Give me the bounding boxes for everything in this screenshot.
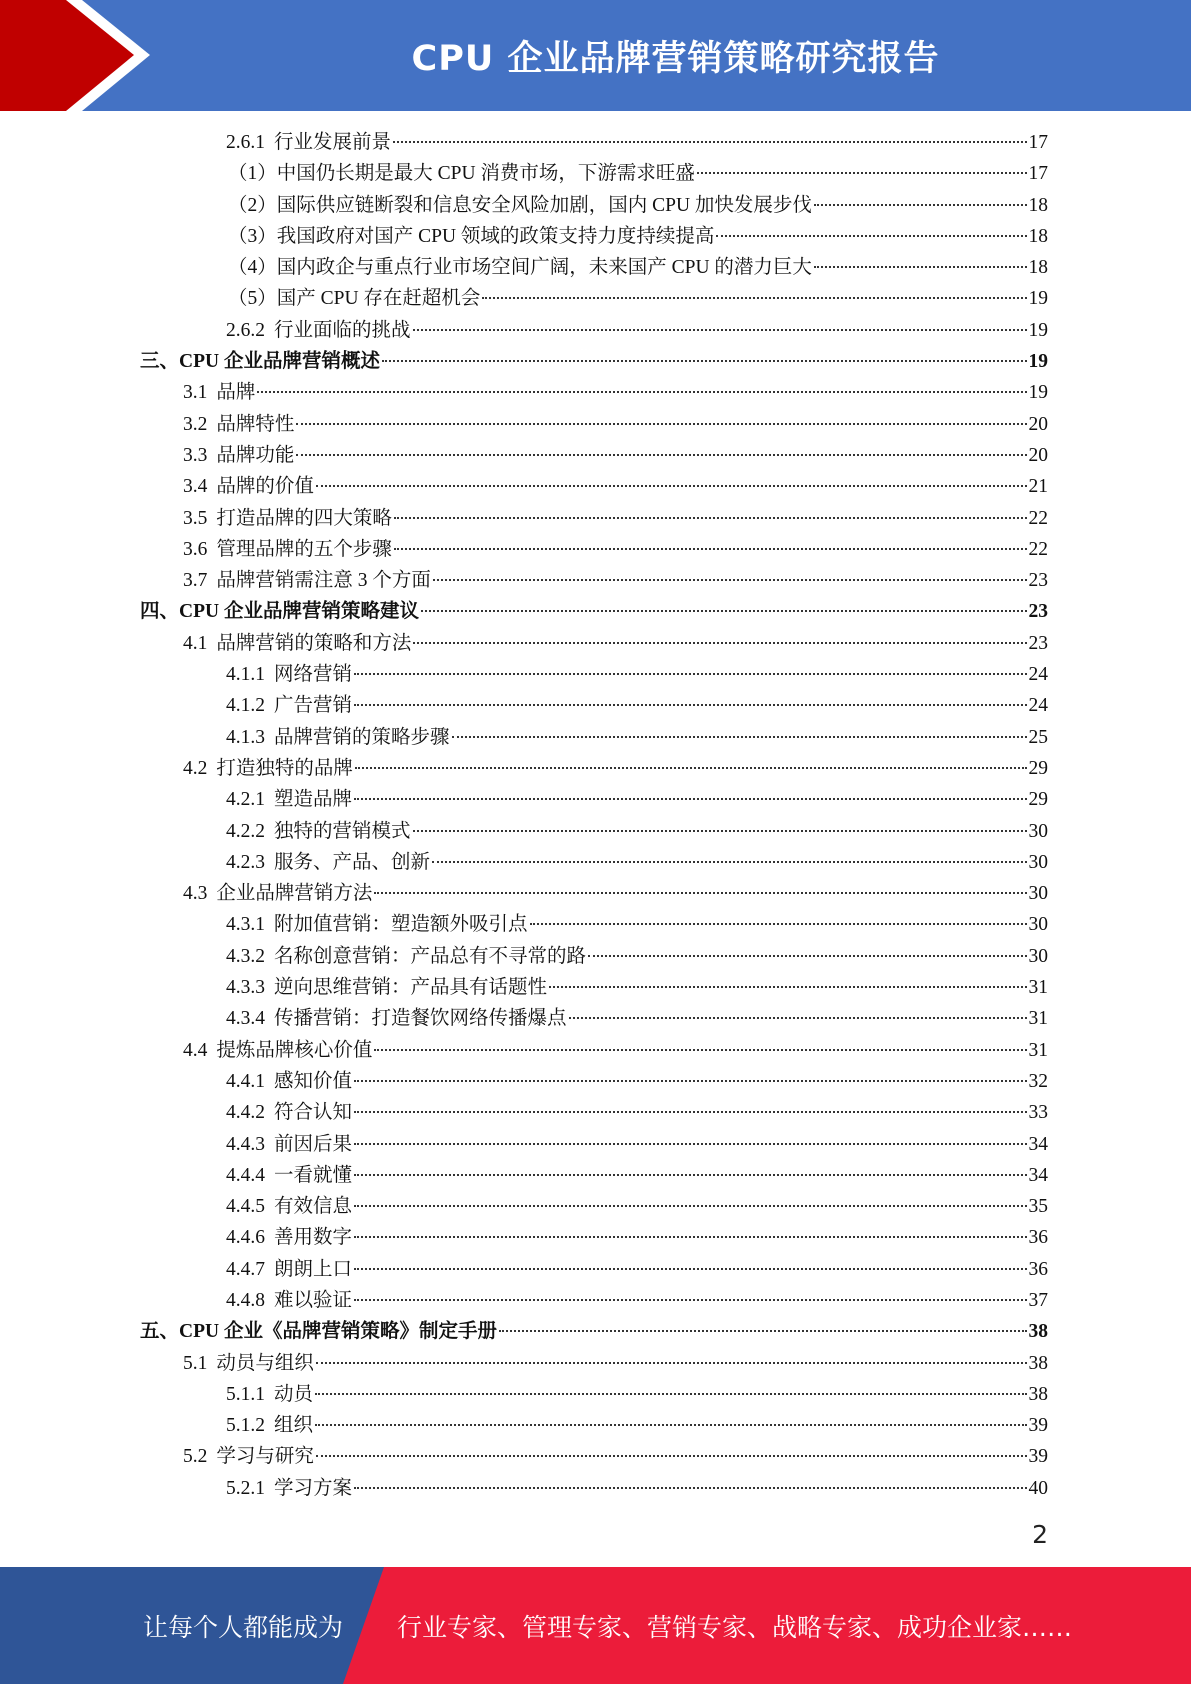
toc-entry[interactable] — [140, 127, 1048, 158]
toc-entry-number: 4.3.2 — [226, 945, 265, 967]
toc-entry-number: 5.1.1 — [226, 1383, 265, 1405]
toc-dot-leader — [315, 1424, 1026, 1426]
toc-entry-title: 逆向思维营销：产品具有话题性 — [274, 977, 548, 999]
toc-dot-leader — [354, 1205, 1026, 1207]
toc-entry-page: 39 — [1028, 1415, 1048, 1437]
toc-dot-leader — [354, 1236, 1026, 1238]
toc-entry-title: 难以验证 — [274, 1289, 353, 1311]
toc-entry[interactable] — [140, 1035, 1048, 1066]
toc-entry-page: 18 — [1028, 257, 1048, 279]
toc-entry-title: 独特的营销模式 — [274, 820, 411, 842]
toc-entry-number: 5.1 — [183, 1352, 208, 1374]
toc-entry[interactable] — [140, 534, 1048, 565]
toc-entry[interactable] — [140, 972, 1048, 1003]
toc-entry-number: 4.4.2 — [226, 1102, 265, 1124]
toc-entry-page: 30 — [1028, 820, 1048, 842]
toc-entry-page: 31 — [1028, 1039, 1048, 1061]
toc-entry-number: 3.5 — [183, 507, 208, 529]
toc-entry[interactable] — [140, 909, 1048, 940]
toc-entry-number: 2.6.2 — [226, 319, 265, 341]
toc-entry-title: （5）国产 CPU 存在赶超机会 — [228, 288, 481, 310]
toc-entry[interactable] — [140, 753, 1048, 784]
toc-dot-leader — [355, 767, 1027, 769]
toc-entry-number: 3.6 — [183, 538, 208, 560]
header-arrow-decoration — [0, 0, 160, 111]
toc-entry-page: 30 — [1028, 914, 1048, 936]
toc-entry-number: 4.4.7 — [226, 1258, 265, 1280]
toc-entry[interactable] — [140, 221, 1048, 252]
toc-entry-title: 管理品牌的五个步骤 — [216, 538, 392, 560]
toc-entry-page: 34 — [1028, 1164, 1048, 1186]
toc-entry-page: 22 — [1028, 507, 1048, 529]
toc-entry-number: 4.2.1 — [226, 789, 265, 811]
toc-entry-number: 3.7 — [183, 570, 208, 592]
toc-entry[interactable] — [140, 409, 1048, 440]
toc-entry-number: 4.4.1 — [226, 1070, 265, 1092]
toc-entry-page: 25 — [1028, 726, 1048, 748]
toc-entry-page: 20 — [1028, 444, 1048, 466]
toc-entry-page: 36 — [1028, 1258, 1048, 1280]
toc-dot-leader — [413, 830, 1027, 832]
toc-entry-title: 符合认知 — [274, 1102, 353, 1124]
toc-entry-title: 学习方案 — [274, 1477, 353, 1499]
toc-dot-leader — [549, 986, 1026, 988]
toc-entry[interactable] — [140, 503, 1048, 534]
toc-dot-leader — [354, 704, 1026, 706]
toc-entry-title: 行业发展前景 — [274, 132, 392, 153]
toc-entry-title: 传播营销：打造餐饮网络传播爆点 — [274, 1008, 567, 1030]
toc-entry-page: 30 — [1028, 851, 1048, 873]
toc-entry-page: 38 — [1028, 1352, 1048, 1374]
toc-dot-leader — [530, 923, 1027, 925]
toc-entry-page: 23 — [1028, 632, 1048, 654]
toc-dot-leader — [354, 1143, 1026, 1145]
toc-entry-number: 4.4.8 — [226, 1289, 265, 1311]
toc-entry-title: 品牌营销的策略步骤 — [274, 726, 450, 748]
toc-entry-title: （4）国内政企与重点行业市场空间广阔，未来国产 CPU 的潜力巨大 — [228, 257, 812, 279]
toc-entry-number: 4.1.2 — [226, 695, 265, 717]
toc-entry-number: 4.1.3 — [226, 726, 265, 748]
toc-dot-leader — [697, 172, 1027, 174]
toc-entry[interactable] — [140, 784, 1048, 815]
toc-entry[interactable] — [140, 471, 1048, 502]
toc-entry-page: 24 — [1028, 695, 1048, 717]
toc-dot-leader — [354, 1268, 1026, 1270]
toc-entry-title: 品牌 — [216, 382, 256, 404]
toc-entry-page: 38 — [1028, 1383, 1048, 1405]
toc-entry-title: 提炼品牌核心价值 — [216, 1039, 373, 1061]
toc-entry-page: 17 — [1028, 163, 1048, 185]
toc-dot-leader — [354, 1111, 1026, 1113]
toc-entry-number: 5.2.1 — [226, 1477, 265, 1499]
page-number: 2 — [1032, 1520, 1048, 1549]
toc-dot-leader — [354, 1174, 1026, 1176]
toc-entry-page: 30 — [1028, 883, 1048, 905]
toc-entry-title: 服务、产品、创新 — [274, 851, 431, 873]
toc-entry[interactable] — [140, 283, 1048, 314]
toc-entry-page: 23 — [1028, 601, 1048, 623]
toc-entry[interactable] — [140, 628, 1048, 659]
toc-entry[interactable] — [140, 722, 1048, 753]
footer-slogan-left: 让每个人都能成为 — [143, 1612, 344, 1642]
toc-entry-title: 打造品牌的四大策略 — [216, 507, 392, 529]
toc-entry-page: 17 — [1028, 132, 1048, 153]
toc-entry-page: 35 — [1028, 1196, 1048, 1218]
toc-dot-leader — [394, 548, 1027, 550]
toc-dot-leader — [814, 266, 1027, 268]
toc-dot-leader — [316, 485, 1027, 487]
toc-entry[interactable] — [140, 878, 1048, 909]
toc-entry[interactable] — [140, 377, 1048, 408]
toc-dot-leader — [354, 673, 1026, 675]
toc-entry[interactable] — [140, 847, 1048, 878]
toc-entry-title: 广告营销 — [274, 695, 353, 717]
toc-entry-page: 21 — [1028, 476, 1048, 498]
toc-entry-page: 19 — [1028, 288, 1048, 310]
toc-entry-number: 4.2.2 — [226, 820, 265, 842]
toc-entry-number: 4.3.4 — [226, 1008, 265, 1030]
toc-entry[interactable] — [140, 346, 1048, 377]
toc-entry[interactable] — [140, 1348, 1048, 1379]
toc-entry-page: 29 — [1028, 757, 1048, 779]
toc-entry-page: 38 — [1028, 1321, 1048, 1343]
toc-entry-title: 四、CPU 企业品牌营销策略建议 — [140, 601, 419, 623]
toc-entry-title: 名称创意营销：产品总有不寻常的路 — [274, 945, 587, 967]
toc-entry-number: 4.4 — [183, 1039, 208, 1061]
toc-entry-page: 31 — [1028, 977, 1048, 999]
toc-entry-title: 五、CPU 企业《品牌营销策略》制定手册 — [140, 1321, 497, 1343]
toc-entry[interactable] — [140, 1254, 1048, 1285]
toc-entry[interactable] — [140, 1410, 1048, 1441]
toc-entry[interactable] — [140, 252, 1048, 283]
toc-entry-page: 33 — [1028, 1102, 1048, 1124]
toc-entry-number: 4.2 — [183, 757, 208, 779]
toc-entry-number: 3.1 — [183, 382, 208, 404]
toc-dot-leader — [374, 1049, 1026, 1051]
toc-entry-number: 4.1 — [183, 632, 208, 654]
toc-entry-title: 感知价值 — [274, 1070, 353, 1092]
toc-entry-page: 18 — [1028, 225, 1048, 247]
toc-entry[interactable] — [140, 565, 1048, 596]
toc-entry-number: 4.4.3 — [226, 1133, 265, 1155]
toc-dot-leader — [482, 297, 1026, 299]
toc-entry-page: 32 — [1028, 1070, 1048, 1092]
toc-entry[interactable] — [140, 1003, 1048, 1034]
toc-entry[interactable] — [140, 659, 1048, 690]
toc-entry-page: 22 — [1028, 538, 1048, 560]
toc-entry-title: 网络营销 — [274, 664, 353, 686]
toc-entry-page: 18 — [1028, 194, 1048, 216]
toc-entry-page: 29 — [1028, 789, 1048, 811]
toc-dot-leader — [354, 1299, 1026, 1301]
footer-slogan-right: 行业专家、管理专家、营销专家、战略专家、成功企业家…… — [397, 1612, 1073, 1642]
toc-entry-title: 品牌特性 — [216, 413, 295, 435]
toc-dot-leader — [316, 1455, 1027, 1457]
toc-dot-leader — [394, 517, 1027, 519]
toc-entry-page: 40 — [1028, 1477, 1048, 1499]
toc-entry-title: 一看就懂 — [274, 1164, 353, 1186]
toc-entry[interactable] — [140, 1441, 1048, 1472]
toc-dot-leader — [413, 642, 1026, 644]
toc-entry-number: 4.2.3 — [226, 851, 265, 873]
toc-entry-title: 组织 — [274, 1415, 314, 1437]
toc-dot-leader — [296, 423, 1026, 425]
toc-entry[interactable] — [140, 816, 1048, 847]
toc-dot-leader — [499, 1330, 1027, 1332]
toc-entry-number: 4.4.5 — [226, 1196, 265, 1218]
toc-entry-title: 前因后果 — [274, 1133, 353, 1155]
toc-entry-number: 3.3 — [183, 444, 208, 466]
toc-entry-title: 附加值营销：塑造额外吸引点 — [274, 914, 528, 936]
toc-entry[interactable] — [140, 1473, 1048, 1504]
toc-entry-title: 动员 — [274, 1383, 314, 1405]
toc-entry-title: 善用数字 — [274, 1227, 353, 1249]
toc-dot-leader — [432, 861, 1026, 863]
toc-entry[interactable] — [140, 690, 1048, 721]
toc-entry-page: 19 — [1028, 319, 1048, 341]
toc-entry[interactable] — [140, 1191, 1048, 1222]
toc-entry[interactable] — [140, 190, 1048, 221]
toc-entry-number: 4.3.1 — [226, 914, 265, 936]
toc-dot-leader — [413, 329, 1027, 331]
toc-dot-leader — [382, 360, 1027, 362]
toc-dot-leader — [296, 454, 1026, 456]
toc-entry[interactable] — [140, 941, 1048, 972]
page-title: CPU 企业品牌营销策略研究报告 — [411, 38, 940, 79]
toc-entry-number: 5.1.2 — [226, 1415, 265, 1437]
toc-entry[interactable] — [140, 1222, 1048, 1253]
toc-entry-title: 品牌功能 — [216, 444, 295, 466]
page-header — [0, 0, 1191, 111]
toc-entry-page: 30 — [1028, 945, 1048, 967]
toc-entry-title: 品牌营销需注意 3 个方面 — [216, 570, 431, 592]
toc-entry[interactable] — [140, 158, 1048, 189]
toc-entry-number: 4.3.3 — [226, 977, 265, 999]
toc-dot-leader — [814, 204, 1027, 206]
toc-entry[interactable] — [140, 1129, 1048, 1160]
toc-entry-title: 品牌营销的策略和方法 — [216, 632, 412, 654]
toc-entry-title: （2）国际供应链断裂和信息安全风险加剧，国内 CPU 加快发展步伐 — [228, 194, 812, 216]
toc-dot-leader — [374, 892, 1026, 894]
toc-entry-page: 20 — [1028, 413, 1048, 435]
toc-entry-title: 行业面临的挑战 — [274, 319, 411, 341]
toc-entry[interactable] — [140, 1285, 1048, 1316]
toc-dot-leader — [315, 1393, 1026, 1395]
toc-entry-number: 4.4.6 — [226, 1227, 265, 1249]
toc-entry-number: 4.4.4 — [226, 1164, 265, 1186]
toc-entry-number: 4.1.1 — [226, 664, 265, 686]
toc-entry-page: 36 — [1028, 1227, 1048, 1249]
toc-entry[interactable] — [140, 315, 1048, 346]
toc-entry[interactable] — [140, 1316, 1048, 1347]
toc-dot-leader — [433, 579, 1027, 581]
toc-entry[interactable] — [140, 1160, 1048, 1191]
toc-entry-title: 品牌的价值 — [216, 476, 314, 498]
toc-dot-leader — [588, 955, 1026, 957]
toc-entry-page: 34 — [1028, 1133, 1048, 1155]
toc-dot-leader — [316, 1362, 1027, 1364]
toc-dot-leader — [452, 736, 1027, 738]
page-footer — [0, 1567, 1191, 1684]
toc-entry-title: （3）我国政府对国产 CPU 领域的政策支持力度持续提高 — [228, 225, 715, 247]
toc-entry[interactable] — [140, 1097, 1048, 1128]
toc-entry[interactable] — [140, 1066, 1048, 1097]
toc-entry-number: 4.3 — [183, 883, 208, 905]
toc-entry-title: 朗朗上口 — [274, 1258, 353, 1280]
toc-entry-title: 学习与研究 — [216, 1446, 314, 1468]
toc-dot-leader — [257, 391, 1026, 393]
toc-entry[interactable] — [140, 440, 1048, 471]
toc-entry-title: 动员与组织 — [216, 1352, 314, 1374]
toc-entry-number: 2.6.1 — [226, 132, 265, 153]
toc-entry-page: 23 — [1028, 570, 1048, 592]
toc-entry-page: 39 — [1028, 1446, 1048, 1468]
toc-dot-leader — [354, 798, 1026, 800]
toc-dot-leader — [354, 1487, 1026, 1489]
toc-entry-page: 31 — [1028, 1008, 1048, 1030]
toc-entry-title: 塑造品牌 — [274, 789, 353, 811]
toc-entry[interactable] — [140, 1379, 1048, 1410]
toc-entry-number: 5.2 — [183, 1446, 208, 1468]
toc-dot-leader — [716, 235, 1026, 237]
toc-entry-page: 24 — [1028, 664, 1048, 686]
toc-dot-leader — [569, 1017, 1027, 1019]
toc-dot-leader — [354, 1080, 1026, 1082]
toc-entry-number: 3.2 — [183, 413, 208, 435]
toc-entry-page: 19 — [1028, 351, 1048, 373]
table-of-contents — [140, 127, 1048, 1504]
toc-entry-title: 打造独特的品牌 — [216, 757, 353, 779]
toc-entry[interactable] — [140, 596, 1048, 627]
toc-dot-leader — [393, 141, 1026, 143]
toc-entry-title: 三、CPU 企业品牌营销概述 — [140, 351, 380, 373]
toc-entry-title: 有效信息 — [274, 1196, 353, 1218]
toc-entry-title: 企业品牌营销方法 — [216, 883, 373, 905]
toc-entry-number: 3.4 — [183, 476, 208, 498]
toc-entry-page: 37 — [1028, 1289, 1048, 1311]
toc-entry-title: （1）中国仍长期是最大 CPU 消费市场，下游需求旺盛 — [228, 163, 695, 185]
toc-entry-page: 19 — [1028, 382, 1048, 404]
toc-dot-leader — [421, 610, 1027, 612]
